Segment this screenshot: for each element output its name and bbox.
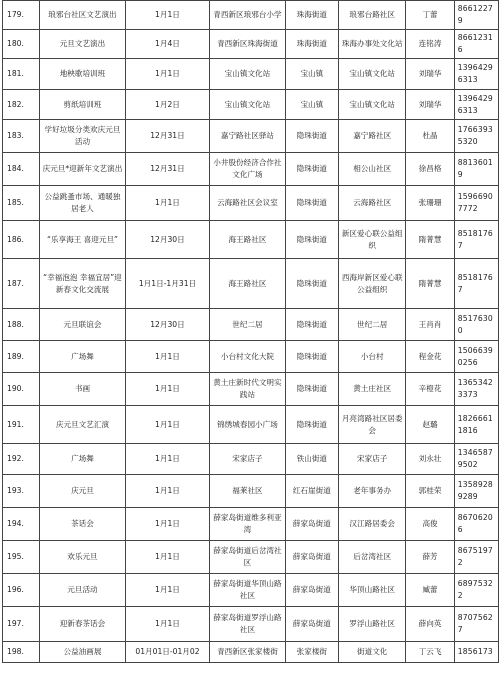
row-number: 181.: [3, 59, 40, 90]
row-number: 191.: [3, 406, 40, 444]
street-name: 隐珠街道: [285, 153, 338, 186]
event-location: 海王路社区: [210, 221, 285, 259]
table-row: [3, 444, 499, 475]
organizer-name: 相公山社区: [339, 153, 406, 186]
organizer-name: 老年事务办: [339, 475, 406, 508]
event-location: 薛家岛街道维多利亚湾: [210, 508, 285, 541]
event-date: 1月1日: [125, 341, 210, 373]
organizer-name: 嘉宁路社区: [339, 120, 406, 153]
row-number: 182.: [3, 90, 40, 120]
street-name: 隐珠街道: [285, 341, 338, 373]
street-name: 隐珠街道: [285, 259, 338, 309]
contact-phone: 86612316: [454, 30, 498, 59]
event-location: 福莱社区: [210, 475, 285, 508]
contact-phone: 87075627: [454, 607, 498, 642]
contact-person: 高俊: [406, 508, 454, 541]
event-name: 欢乐元旦: [40, 541, 126, 574]
street-name: 珠海街道: [285, 1, 338, 30]
contact-person: 刘瑞华: [406, 59, 454, 90]
event-location: 薛家岛街道罗浮山路社区: [210, 607, 285, 642]
event-date: 1月1日: [125, 541, 210, 574]
event-name: 琅邪台社区文艺演出: [40, 1, 126, 30]
table-row: [3, 221, 499, 259]
event-date: 1月1日: [125, 444, 210, 475]
row-number: 198.: [3, 642, 40, 663]
street-name: 隐珠街道: [285, 373, 338, 406]
organizer-name: 街道文化: [339, 642, 406, 663]
contact-phone: 86612279: [454, 1, 498, 30]
table-row: [3, 59, 499, 90]
event-date: 1月1日: [125, 1, 210, 30]
street-name: 珠海街道: [285, 30, 338, 59]
row-number: 185.: [3, 186, 40, 221]
contact-person: 薛芳: [406, 541, 454, 574]
street-name: 隐珠街道: [285, 120, 338, 153]
event-location: 云海路社区会议室: [210, 186, 285, 221]
contact-phone: 13653423373: [454, 373, 498, 406]
event-location: 青西新区琅邪台小学: [210, 1, 285, 30]
event-name: 广场舞: [40, 341, 126, 373]
contact-phone: 18266611816: [454, 406, 498, 444]
street-name: 宝山镇: [285, 59, 338, 90]
street-name: 隐珠街道: [285, 221, 338, 259]
event-location: 世纪二居: [210, 309, 285, 341]
event-date: 12月30日: [125, 309, 210, 341]
row-number: 194.: [3, 508, 40, 541]
event-date: 1月4日: [125, 30, 210, 59]
contact-person: 赵璐: [406, 406, 454, 444]
event-date: 1月1日: [125, 59, 210, 90]
row-number: 190.: [3, 373, 40, 406]
contact-phone: 17663935320: [454, 120, 498, 153]
event-date: 12月30日: [125, 221, 210, 259]
event-date: 1月1日-1月31日: [125, 259, 210, 309]
street-name: 铁山街道: [285, 444, 338, 475]
contact-phone: 86751972: [454, 541, 498, 574]
contact-phone: 85181767: [454, 259, 498, 309]
contact-person: 臧蕾: [406, 574, 454, 607]
contact-phone: 15066390256: [454, 341, 498, 373]
organizer-name: 罗浮山路社区: [339, 607, 406, 642]
event-date: 1月1日: [125, 607, 210, 642]
street-name: 薛家岛街道: [285, 541, 338, 574]
event-date: 12月31日: [125, 120, 210, 153]
row-number: 184.: [3, 153, 40, 186]
row-number: 197.: [3, 607, 40, 642]
event-name: “幸福泡泡 幸福宜居”迎新春文化交流展: [40, 259, 126, 309]
table-row: [3, 341, 499, 373]
contact-person: 丁云飞: [406, 642, 454, 663]
contact-person: 杜晶: [406, 120, 454, 153]
event-location: 薛家岛街道后岔湾社区: [210, 541, 285, 574]
table-row: [3, 508, 499, 541]
event-name: 庆元旦: [40, 475, 126, 508]
street-name: 宝山镇: [285, 90, 338, 120]
event-date: 1月2日: [125, 90, 210, 120]
row-number: 187.: [3, 259, 40, 309]
contact-phone: 13465879502: [454, 444, 498, 475]
contact-phone: 85181767: [454, 221, 498, 259]
contact-phone: 13964296313: [454, 59, 498, 90]
activity-table: [2, 0, 499, 663]
contact-person: 隋菁慧: [406, 221, 454, 259]
street-name: 隐珠街道: [285, 186, 338, 221]
street-name: 张家楼街: [285, 642, 338, 663]
organizer-name: 宝山镇文化站: [339, 90, 406, 120]
event-date: 1月1日: [125, 574, 210, 607]
table-row: [3, 406, 499, 444]
event-name: 地秧歌培训班: [40, 59, 126, 90]
event-name: 茶话会: [40, 508, 126, 541]
street-name: 红石崖街道: [285, 475, 338, 508]
table-row: [3, 475, 499, 508]
row-number: 192.: [3, 444, 40, 475]
row-number: 186.: [3, 221, 40, 259]
organizer-name: 云海路社区: [339, 186, 406, 221]
organizer-name: 世纪二居: [339, 309, 406, 341]
contact-person: 丁蕾: [406, 1, 454, 30]
event-date: 1月1日: [125, 508, 210, 541]
table-row: [3, 1, 499, 30]
event-name: 庆元旦*迎新年文艺演出: [40, 153, 126, 186]
event-date: 1月1日: [125, 373, 210, 406]
contact-person: 程金花: [406, 341, 454, 373]
contact-person: 徐昌格: [406, 153, 454, 186]
contact-person: 郭桂荣: [406, 475, 454, 508]
contact-phone: 13589289289: [454, 475, 498, 508]
activity-table-body: [3, 1, 499, 663]
contact-phone: 13964296313: [454, 90, 498, 120]
event-name: 剪纸培训班: [40, 90, 126, 120]
event-name: 迎新春茶话会: [40, 607, 126, 642]
table-row: [3, 153, 499, 186]
organizer-name: 西海岸新区爱心联公益组织: [339, 259, 406, 309]
event-location: 宋家店子: [210, 444, 285, 475]
contact-phone: 86706206: [454, 508, 498, 541]
organizer-name: 后岔湾社区: [339, 541, 406, 574]
event-name: 元旦文艺演出: [40, 30, 126, 59]
event-location: 青西新区张家楼街: [210, 642, 285, 663]
table-row: [3, 574, 499, 607]
event-location: 海王路社区: [210, 259, 285, 309]
row-number: 183.: [3, 120, 40, 153]
street-name: 薛家岛街道: [285, 607, 338, 642]
street-name: 薛家岛街道: [285, 574, 338, 607]
event-name: 元旦活动: [40, 574, 126, 607]
event-location: 宝山镇文化站: [210, 59, 285, 90]
organizer-name: 宝山镇文化站: [339, 59, 406, 90]
event-location: 锦绣城春园小广场: [210, 406, 285, 444]
event-date: 1月1日: [125, 406, 210, 444]
contact-phone: 68975322: [454, 574, 498, 607]
contact-person: 王肖肖: [406, 309, 454, 341]
event-name: 元旦联谊会: [40, 309, 126, 341]
table-row: [3, 541, 499, 574]
organizer-name: 小台村: [339, 341, 406, 373]
event-name: “乐享海王 喜迎元旦”: [40, 221, 126, 259]
row-number: 195.: [3, 541, 40, 574]
event-location: 小台村文化大院: [210, 341, 285, 373]
table-row: [3, 309, 499, 341]
organizer-name: 珠海办事处文化站: [339, 30, 406, 59]
table-row: [3, 642, 499, 663]
table-row: [3, 30, 499, 59]
event-name: 学好垃圾分类欢庆元旦活动: [40, 120, 126, 153]
contact-person: 隋菁慧: [406, 259, 454, 309]
street-name: 薛家岛街道: [285, 508, 338, 541]
event-location: 薛家岛街道华顶山路社区: [210, 574, 285, 607]
organizer-name: 宋家店子: [339, 444, 406, 475]
row-number: 196.: [3, 574, 40, 607]
row-number: 180.: [3, 30, 40, 59]
event-location: 青西新区珠海街道: [210, 30, 285, 59]
organizer-name: 琅邪台路社区: [339, 1, 406, 30]
event-date: 1月1日: [125, 475, 210, 508]
contact-phone: 88136019: [454, 153, 498, 186]
contact-phone: 15966907772: [454, 186, 498, 221]
event-name: 广场舞: [40, 444, 126, 475]
organizer-name: 汉江路居委会: [339, 508, 406, 541]
contact-person: 刘瑞华: [406, 90, 454, 120]
event-date: 1月1日: [125, 186, 210, 221]
row-number: 188.: [3, 309, 40, 341]
table-row: [3, 259, 499, 309]
table-row: [3, 373, 499, 406]
event-location: 黄土庄新时代文明实践站: [210, 373, 285, 406]
event-location: 宝山镇文化站: [210, 90, 285, 120]
table-row: [3, 186, 499, 221]
event-name: 公益油画展: [40, 642, 126, 663]
contact-person: 薛向英: [406, 607, 454, 642]
row-number: 193.: [3, 475, 40, 508]
event-name: 公益跳蚤市场、通暖独居老人: [40, 186, 126, 221]
row-number: 189.: [3, 341, 40, 373]
event-location: 嘉宁路社区驿站: [210, 120, 285, 153]
street-name: 隐珠街道: [285, 406, 338, 444]
contact-person: 辛橙花: [406, 373, 454, 406]
organizer-name: 华顶山路社区: [339, 574, 406, 607]
organizer-name: 新区爱心联公益组织: [339, 221, 406, 259]
table-row: [3, 607, 499, 642]
table-row: [3, 120, 499, 153]
event-name: 庆元旦文艺汇演: [40, 406, 126, 444]
contact-person: 刘永壮: [406, 444, 454, 475]
event-location: 小井股份经济合作社文化广场: [210, 153, 285, 186]
contact-phone: 1856173: [454, 642, 498, 663]
contact-person: 张珊珊: [406, 186, 454, 221]
event-date: 01月01日-01月02: [125, 642, 210, 663]
table-row: [3, 90, 499, 120]
contact-phone: 85176300: [454, 309, 498, 341]
street-name: 隐珠街道: [285, 309, 338, 341]
contact-person: 连铭涛: [406, 30, 454, 59]
event-name: 书画: [40, 373, 126, 406]
organizer-name: 黄土庄社区: [339, 373, 406, 406]
row-number: 179.: [3, 1, 40, 30]
organizer-name: 月亮湾路社区居委会: [339, 406, 406, 444]
event-date: 12月31日: [125, 153, 210, 186]
